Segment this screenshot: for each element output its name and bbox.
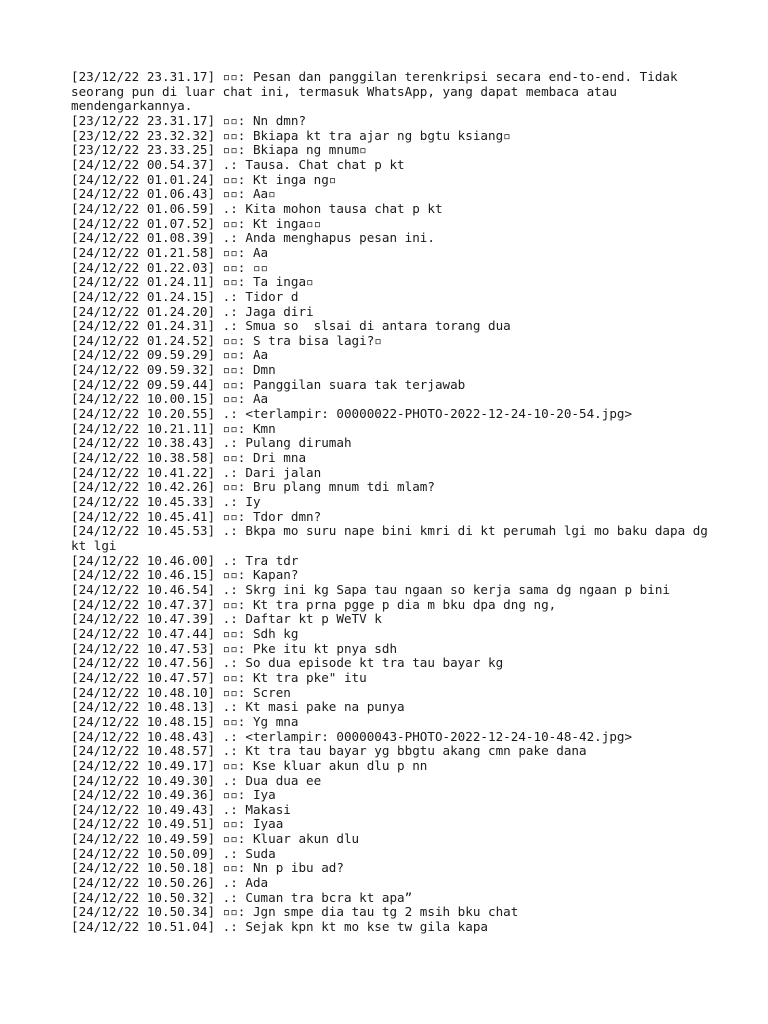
chat-log-line: [24/12/22 10.42.26] ▫▫: Bru plang mnum tdi mlam? <box>71 479 435 495</box>
chat-log-text <box>71 69 716 935</box>
chat-log-line: [24/12/22 09.59.29] ▫▫: Aa <box>71 347 269 363</box>
chat-log-line: [24/12/22 01.01.24] ▫▫: Kt inga ng▫ <box>71 171 337 187</box>
chat-log-line: [24/12/22 10.38.58] ▫▫: Dri mna <box>71 450 307 466</box>
chat-log-line: [24/12/22 01.24.20] .: Jaga diri <box>71 303 314 319</box>
chat-log-line: [24/12/22 01.06.43] ▫▫: Aa▫ <box>71 186 276 202</box>
chat-log-line: [24/12/22 10.50.32] .: Cuman tra bcra kt apa” <box>71 889 413 905</box>
chat-log-line: [24/12/22 09.59.32] ▫▫: Dmn <box>71 362 276 378</box>
chat-log-line: [24/12/22 10.46.15] ▫▫: Kapan? <box>71 567 299 583</box>
chat-log-line: [24/12/22 10.48.15] ▫▫: Yg mna <box>71 713 299 729</box>
chat-log-line: [24/12/22 10.00.15] ▫▫: Aa <box>71 391 269 407</box>
chat-log-line: [24/12/22 10.38.43] .: Pulang dirumah <box>71 435 352 451</box>
chat-log-line: [23/12/22 23.32.32] ▫▫: Bkiapa kt tra ajar ng bgtu ksiang▫ <box>71 127 511 143</box>
chat-log-line: [24/12/22 10.48.57] .: Kt tra tau bayar yg bbgtu akang cmn pake dana <box>71 743 587 759</box>
chat-log-line: [24/12/22 10.45.53] .: Bkpa mo suru nape bini kmri di kt perumah lgi mo baku dapa dg kt lgi <box>71 523 716 553</box>
chat-log-line: [24/12/22 10.49.36] ▫▫: Iya <box>71 787 276 803</box>
chat-log-line: [24/12/22 01.24.52] ▫▫: S tra bisa lagi?▫ <box>71 332 382 348</box>
chat-log-line: [24/12/22 10.47.56] .: So dua episode kt tra tau bayar kg <box>71 655 504 671</box>
chat-log-line: [24/12/22 00.54.37] .: Tausa. Chat chat p kt <box>71 156 405 172</box>
chat-log-line: [24/12/22 10.48.10] ▫▫: Scren <box>71 684 291 700</box>
chat-log-line: [24/12/22 10.49.59] ▫▫: Kluar akun dlu <box>71 831 360 847</box>
chat-log-line: [24/12/22 01.08.39] .: Anda menghapus pesan ini. <box>71 230 435 246</box>
chat-log-line: [24/12/22 01.21.58] ▫▫: Aa <box>71 244 269 260</box>
chat-log-line: [24/12/22 10.45.33] .: Iy <box>71 494 261 510</box>
chat-log-line: [24/12/22 01.22.03] ▫▫: ▫▫ <box>71 259 269 275</box>
chat-log-line: [24/12/22 10.50.18] ▫▫: Nn p ibu ad? <box>71 860 344 876</box>
chat-log-line: [24/12/22 10.47.37] ▫▫: Kt tra prna pgge p dia m bku dpa dng ng, <box>71 596 557 612</box>
chat-log-line: [24/12/22 01.24.11] ▫▫: Ta inga▫ <box>71 274 314 290</box>
chat-log-line: [24/12/22 10.41.22] .: Dari jalan <box>71 464 322 480</box>
chat-log-line: [24/12/22 10.48.13] .: Kt masi pake na punya <box>71 699 405 715</box>
chat-log-line: [24/12/22 01.24.15] .: Tidor d <box>71 288 299 304</box>
chat-log-line: [24/12/22 10.50.26] .: Ada <box>71 875 269 891</box>
chat-log-line: [24/12/22 10.20.55] .: <terlampir: 00000022-PHOTO-2022-12-24-10-20-54.jpg> <box>71 406 633 422</box>
chat-log-line: [23/12/22 23.31.17] ▫▫: Nn dmn? <box>71 112 307 128</box>
chat-log-line: [24/12/22 10.50.09] .: Suda <box>71 845 276 861</box>
chat-log-line: [24/12/22 10.48.43] .: <terlampir: 00000043-PHOTO-2022-12-24-10-48-42.jpg> <box>71 728 633 744</box>
chat-log-line: [24/12/22 01.06.59] .: Kita mohon tausa chat p kt <box>71 200 443 216</box>
chat-log-line: [24/12/22 01.07.52] ▫▫: Kt inga▫▫ <box>71 215 322 231</box>
chat-log-line: [24/12/22 10.49.30] .: Dua dua ee <box>71 772 322 788</box>
chat-log-line: [23/12/22 23.31.17] ▫▫: Pesan dan panggilan terenkripsi secara end-to-end. Tidak seorang pun di luar chat ini, termasuk WhatsApp, yang dapat membaca atau mendengarkannya. <box>71 69 686 114</box>
chat-log-line: [24/12/22 10.45.41] ▫▫: Tdor dmn? <box>71 508 322 524</box>
chat-log-line: [24/12/22 10.21.11] ▫▫: Kmn <box>71 420 276 436</box>
chat-log-line: [24/12/22 10.47.57] ▫▫: Kt tra pke" itu <box>71 669 367 685</box>
chat-log-line: [24/12/22 10.46.00] .: Tra tdr <box>71 552 299 568</box>
chat-log-line: [24/12/22 10.47.44] ▫▫: Sdh kg <box>71 625 299 641</box>
chat-log-line: [24/12/22 10.49.43] .: Makasi <box>71 801 291 817</box>
chat-log-line: [24/12/22 10.51.04] .: Sejak kpn kt mo kse tw gila kapa <box>71 919 489 935</box>
chat-log-line: [24/12/22 10.47.53] ▫▫: Pke itu kt pnya sdh <box>71 640 398 656</box>
chat-log-line: [24/12/22 01.24.31] .: Smua so slsai di antara torang dua <box>71 318 511 334</box>
chat-log-line: [24/12/22 09.59.44] ▫▫: Panggilan suara tak terjawab <box>71 376 466 392</box>
chat-log-line: [24/12/22 10.47.39] .: Daftar kt p WeTV k <box>71 611 382 627</box>
chat-log-line: [24/12/22 10.49.17] ▫▫: Kse kluar akun dlu p nn <box>71 757 428 773</box>
chat-log-line: [23/12/22 23.33.25] ▫▫: Bkiapa ng mnum▫ <box>71 142 367 158</box>
chat-log-line: [24/12/22 10.49.51] ▫▫: Iyaa <box>71 816 284 832</box>
chat-log-line: [24/12/22 10.46.54] .: Skrg ini kg Sapa tau ngaan so kerja sama dg ngaan p bini <box>71 581 670 597</box>
chat-log-line: [24/12/22 10.50.34] ▫▫: Jgn smpe dia tau tg 2 msih bku chat <box>71 904 519 920</box>
